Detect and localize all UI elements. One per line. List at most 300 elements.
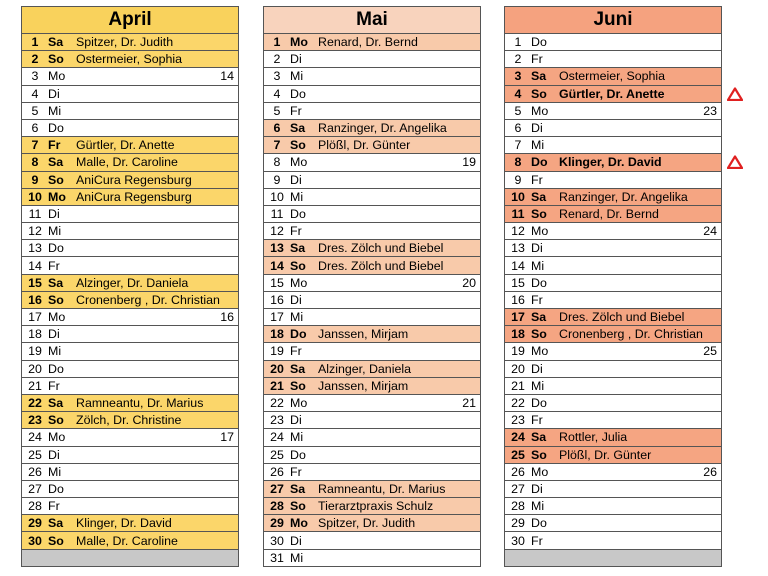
day-row: [505, 154, 721, 171]
day-row: [505, 240, 721, 257]
day-number: 1: [273, 35, 281, 50]
day-number: 30: [511, 533, 525, 548]
warning-triangle-icon: [727, 155, 743, 169]
weekday: Sa: [48, 275, 64, 290]
day-number: 13: [270, 241, 284, 256]
day-number: 16: [511, 292, 525, 307]
weekday: Fr: [290, 344, 302, 359]
day-row: [505, 292, 721, 309]
day-number: 22: [511, 396, 525, 411]
day-number: 9: [514, 172, 522, 187]
month-header: Mai: [263, 6, 481, 34]
day-row: [505, 378, 721, 395]
day-row: [264, 378, 480, 395]
week-number: 16: [220, 310, 234, 325]
weekday: Mo: [290, 396, 308, 411]
day-row: [22, 257, 238, 274]
day-number: 12: [511, 224, 525, 239]
weekday: Sa: [290, 481, 306, 496]
day-number: 28: [511, 499, 525, 514]
on-call-name: Janssen, Mirjam: [318, 378, 409, 393]
weekday: Do: [48, 361, 64, 376]
day-row: [264, 326, 480, 343]
weekday: Fr: [48, 378, 60, 393]
weekday: Sa: [531, 430, 547, 445]
day-row: [505, 223, 721, 240]
day-row: [22, 343, 238, 360]
day-row: [22, 532, 238, 549]
day-row: [22, 309, 238, 326]
day-row: [505, 343, 721, 360]
weekday: So: [48, 172, 64, 187]
month-header: April: [21, 6, 239, 34]
on-call-name: Gürtler, Dr. Anette: [76, 138, 175, 153]
day-number: 15: [270, 275, 284, 290]
weekday: Do: [531, 275, 547, 290]
month-mai: [263, 6, 481, 567]
day-number: 23: [28, 413, 42, 428]
on-call-name: AniCura Regensburg: [76, 172, 192, 187]
weekday: Sa: [531, 310, 547, 325]
day-number: 19: [28, 344, 42, 359]
day-number: 3: [31, 69, 39, 84]
on-call-name: Ramneantu, Dr. Marius: [76, 396, 204, 411]
day-row: [505, 103, 721, 120]
weekday: Fr: [48, 499, 60, 514]
day-number: 28: [28, 499, 42, 514]
on-call-name: Spitzer, Dr. Judith: [76, 35, 174, 50]
day-number: 2: [514, 52, 522, 67]
day-row: [505, 447, 721, 464]
day-row: [22, 326, 238, 343]
day-row: [22, 498, 238, 515]
weekday: Di: [531, 361, 543, 376]
day-number: 29: [28, 516, 42, 531]
weekday: Di: [48, 447, 60, 462]
day-row: [264, 515, 480, 532]
day-row: [264, 257, 480, 274]
day-row: [264, 532, 480, 549]
day-row: [22, 206, 238, 223]
month-header: Juni: [504, 6, 722, 34]
day-row: [264, 361, 480, 378]
warning-triangle-icon: [727, 87, 743, 101]
day-number: 10: [511, 189, 525, 204]
weekday: Fr: [290, 224, 302, 239]
day-number: 16: [270, 292, 284, 307]
weekday: Fr: [290, 103, 302, 118]
day-row: [505, 86, 721, 103]
day-row: [505, 395, 721, 412]
day-number: 24: [511, 430, 525, 445]
weekday: Do: [531, 35, 547, 50]
weekday: Fr: [531, 413, 543, 428]
day-number: 6: [31, 121, 39, 136]
day-row: [505, 120, 721, 137]
day-list: [263, 34, 481, 567]
day-row: [505, 68, 721, 85]
day-number: 4: [273, 86, 281, 101]
on-call-name: Renard, Dr. Bernd: [318, 35, 418, 50]
day-row: [505, 206, 721, 223]
week-number: 19: [462, 155, 476, 170]
day-row: [505, 464, 721, 481]
day-row: [264, 498, 480, 515]
weekday: Sa: [290, 121, 306, 136]
weekday: So: [531, 447, 547, 462]
weekday: Fr: [531, 292, 543, 307]
day-row: [264, 137, 480, 154]
day-number: 18: [511, 327, 525, 342]
weekday: Mi: [531, 499, 545, 514]
day-number: 26: [270, 464, 284, 479]
weekday: Mo: [48, 69, 66, 84]
weekday: Mi: [48, 464, 62, 479]
day-number: 7: [31, 138, 39, 153]
day-row: [22, 378, 238, 395]
day-number: 17: [511, 310, 525, 325]
day-number: 8: [514, 155, 522, 170]
day-number: 14: [270, 258, 284, 273]
day-number: 26: [511, 464, 525, 479]
day-row: [22, 481, 238, 498]
day-number: 13: [511, 241, 525, 256]
weekday: Di: [290, 292, 302, 307]
day-row: [505, 51, 721, 68]
day-row: [22, 103, 238, 120]
day-row: [22, 137, 238, 154]
day-row: [264, 464, 480, 481]
day-row: [22, 34, 238, 51]
day-number: 14: [511, 258, 525, 273]
day-row: [505, 532, 721, 549]
day-number: 6: [273, 121, 281, 136]
weekday: Do: [290, 206, 306, 221]
weekday: Sa: [531, 69, 547, 84]
day-number: 22: [270, 396, 284, 411]
day-row: [505, 275, 721, 292]
weekday: Mo: [531, 103, 549, 118]
day-row: [264, 103, 480, 120]
day-number: 4: [514, 86, 522, 101]
day-row: [22, 86, 238, 103]
day-number: 23: [511, 413, 525, 428]
day-row: [22, 412, 238, 429]
day-row: [505, 481, 721, 498]
weekday: Mi: [290, 430, 304, 445]
weekday: So: [48, 533, 64, 548]
day-row: [505, 189, 721, 206]
day-number: 21: [270, 378, 284, 393]
weekday: Mi: [531, 138, 545, 153]
weekday: Sa: [48, 396, 64, 411]
day-number: 24: [28, 430, 42, 445]
on-call-name: Ramneantu, Dr. Marius: [318, 481, 446, 496]
day-row: [264, 412, 480, 429]
weekday: Sa: [531, 189, 547, 204]
week-number: 14: [220, 69, 234, 84]
weekday: Mo: [48, 310, 66, 325]
weekday: Di: [290, 533, 302, 548]
day-row: [22, 361, 238, 378]
day-list: [504, 34, 722, 567]
day-number: 27: [28, 481, 42, 496]
day-row: [505, 34, 721, 51]
day-row: [264, 275, 480, 292]
weekday: Di: [531, 481, 543, 496]
on-call-name: Alzinger, Dr. Daniela: [76, 275, 189, 290]
weekday: Mo: [290, 275, 308, 290]
day-row: [264, 292, 480, 309]
weekday: Mo: [48, 189, 66, 204]
day-number: 2: [31, 52, 39, 67]
week-number: 17: [220, 430, 234, 445]
day-row: [264, 550, 480, 567]
weekday: So: [290, 378, 306, 393]
weekday: Di: [290, 413, 302, 428]
on-call-name: AniCura Regensburg: [76, 189, 192, 204]
day-row: [505, 498, 721, 515]
weekday: Di: [531, 241, 543, 256]
day-row: [22, 464, 238, 481]
day-row: [22, 429, 238, 446]
weekday: Sa: [48, 516, 64, 531]
day-row: [22, 154, 238, 171]
weekday: So: [48, 292, 64, 307]
weekday: Do: [48, 241, 64, 256]
weekday: Mi: [531, 378, 545, 393]
day-number: 30: [28, 533, 42, 548]
weekday: Di: [48, 86, 60, 101]
weekday: So: [48, 52, 64, 67]
weekday: Do: [48, 121, 64, 136]
weekday: Mo: [531, 344, 549, 359]
weekday: Mo: [531, 464, 549, 479]
weekday: Mi: [48, 224, 62, 239]
day-number: 15: [28, 275, 42, 290]
weekday: Do: [290, 327, 307, 342]
day-row: [264, 51, 480, 68]
weekday: Do: [531, 516, 547, 531]
weekday: Fr: [531, 172, 543, 187]
weekday: Di: [290, 52, 302, 67]
day-number: 6: [514, 121, 522, 136]
day-number: 11: [28, 206, 42, 221]
on-call-name: Gürtler, Dr. Anette: [559, 86, 665, 101]
day-number: 7: [514, 138, 522, 153]
weekday: So: [290, 499, 306, 514]
day-number: 20: [511, 361, 525, 376]
on-call-name: Tierarztpraxis Schulz: [318, 499, 434, 514]
weekday: Fr: [531, 533, 543, 548]
day-number: 30: [270, 533, 284, 548]
day-row: [22, 515, 238, 532]
day-row: [505, 412, 721, 429]
day-row: [264, 447, 480, 464]
on-call-name: Klinger, Dr. David: [559, 155, 662, 170]
day-number: 31: [270, 550, 284, 565]
day-row: [264, 223, 480, 240]
on-call-name: Alzinger, Daniela: [318, 361, 411, 376]
day-row: [22, 68, 238, 85]
weekday: Mo: [531, 224, 549, 239]
day-row: [264, 395, 480, 412]
weekday: Do: [290, 447, 306, 462]
weekday: Fr: [531, 52, 543, 67]
day-number: 25: [270, 447, 284, 462]
day-number: 9: [273, 172, 281, 187]
day-number: 4: [31, 86, 39, 101]
day-number: 2: [273, 52, 281, 67]
weekday: Do: [290, 86, 306, 101]
day-row: [22, 120, 238, 137]
day-number: 17: [270, 310, 284, 325]
day-number: 1: [514, 35, 522, 50]
weekday: Mi: [48, 103, 62, 118]
weekday: Di: [531, 121, 543, 136]
day-number: 29: [511, 516, 525, 531]
day-number: 21: [28, 378, 42, 393]
day-row: [22, 189, 238, 206]
day-row: [505, 309, 721, 326]
day-number: 26: [28, 464, 42, 479]
weekday: Fr: [290, 464, 302, 479]
weekday: Mo: [290, 155, 308, 170]
day-list: [21, 34, 239, 567]
day-row: [264, 86, 480, 103]
day-number: 25: [28, 447, 42, 462]
on-call-name: Dres. Zölch und Biebel: [559, 310, 685, 325]
day-number: 28: [270, 499, 284, 514]
weekday: Sa: [290, 241, 306, 256]
day-row: [22, 172, 238, 189]
day-row: [264, 206, 480, 223]
on-call-name: Ostermeier, Sophia: [76, 52, 183, 67]
day-number: 5: [31, 103, 39, 118]
day-row: [22, 292, 238, 309]
on-call-name: Malle, Dr. Caroline: [76, 533, 178, 548]
day-row: [22, 275, 238, 292]
weekday: Fr: [48, 258, 60, 273]
day-row: [264, 120, 480, 137]
day-number: 3: [273, 69, 281, 84]
day-row: [22, 223, 238, 240]
on-call-name: Dres. Zölch und Biebel: [318, 258, 444, 273]
weekday: Sa: [48, 155, 64, 170]
weekday: Sa: [290, 361, 306, 376]
weekday: Di: [48, 206, 60, 221]
day-number: 5: [514, 103, 522, 118]
weekday: So: [290, 258, 306, 273]
day-number: 3: [514, 69, 522, 84]
day-number: 18: [28, 327, 42, 342]
weekday: Di: [290, 172, 302, 187]
on-call-name: Ranzinger, Dr. Angelika: [559, 189, 688, 204]
day-number: 7: [273, 138, 281, 153]
weekday: So: [290, 138, 306, 153]
day-number: 22: [28, 396, 42, 411]
on-call-name: Ostermeier, Sophia: [559, 69, 666, 84]
weekday: Mi: [290, 550, 304, 565]
day-row: [264, 240, 480, 257]
day-number: 16: [28, 292, 42, 307]
month-juni: [504, 6, 722, 567]
day-row: [264, 154, 480, 171]
day-number: 15: [511, 275, 525, 290]
day-row: [264, 172, 480, 189]
weekday: Mo: [290, 516, 308, 531]
weekday: Do: [48, 481, 64, 496]
weekday: Do: [531, 396, 547, 411]
day-row: [505, 515, 721, 532]
day-row: [505, 326, 721, 343]
on-call-name: Zölch, Dr. Christine: [76, 413, 182, 428]
on-call-name: Renard, Dr. Bernd: [559, 206, 659, 221]
day-number: 1: [31, 35, 39, 50]
day-row: [264, 68, 480, 85]
day-number: 8: [31, 155, 39, 170]
week-number: 26: [703, 464, 717, 479]
day-number: 19: [270, 344, 284, 359]
day-number: 27: [270, 481, 284, 496]
day-row: [264, 481, 480, 498]
week-number: 24: [703, 224, 717, 239]
week-number: 21: [462, 396, 476, 411]
on-call-name: Dres. Zölch und Biebel: [318, 241, 444, 256]
weekday: Mi: [290, 310, 304, 325]
day-row: [22, 51, 238, 68]
day-row: [264, 343, 480, 360]
weekday: Mo: [48, 430, 66, 445]
month-april: [21, 6, 239, 567]
weekday: Fr: [48, 138, 61, 153]
on-call-name: Plößl, Dr. Günter: [318, 138, 411, 153]
day-number: 20: [270, 361, 284, 376]
on-call-name: Malle, Dr. Caroline: [76, 155, 178, 170]
day-row: [22, 240, 238, 257]
weekday: Di: [48, 327, 60, 342]
day-row: [22, 447, 238, 464]
day-row: [505, 137, 721, 154]
day-row: [264, 429, 480, 446]
day-number: 18: [270, 327, 284, 342]
week-number: 20: [462, 275, 476, 290]
weekday: Mo: [290, 35, 308, 50]
on-call-name: Spitzer, Dr. Judith: [318, 516, 416, 531]
day-row: [264, 34, 480, 51]
day-row: [22, 395, 238, 412]
weekday: Do: [531, 155, 548, 170]
on-call-name: Ranzinger, Dr. Angelika: [318, 121, 447, 136]
on-call-name: Cronenberg , Dr. Christian: [76, 292, 220, 307]
day-number: 25: [511, 447, 525, 462]
weekday: Mi: [48, 344, 62, 359]
week-number: 23: [703, 103, 717, 118]
day-number: 13: [28, 241, 42, 256]
weekday: So: [531, 86, 547, 101]
day-number: 20: [28, 361, 42, 376]
day-number: 10: [28, 189, 42, 204]
day-number: 17: [28, 310, 42, 325]
day-number: 5: [273, 103, 281, 118]
weekday: Mi: [290, 189, 304, 204]
day-number: 11: [270, 206, 284, 221]
day-number: 12: [270, 224, 284, 239]
filler-row: [22, 550, 238, 567]
day-number: 21: [511, 378, 525, 393]
day-number: 8: [273, 155, 281, 170]
day-row: [505, 257, 721, 274]
